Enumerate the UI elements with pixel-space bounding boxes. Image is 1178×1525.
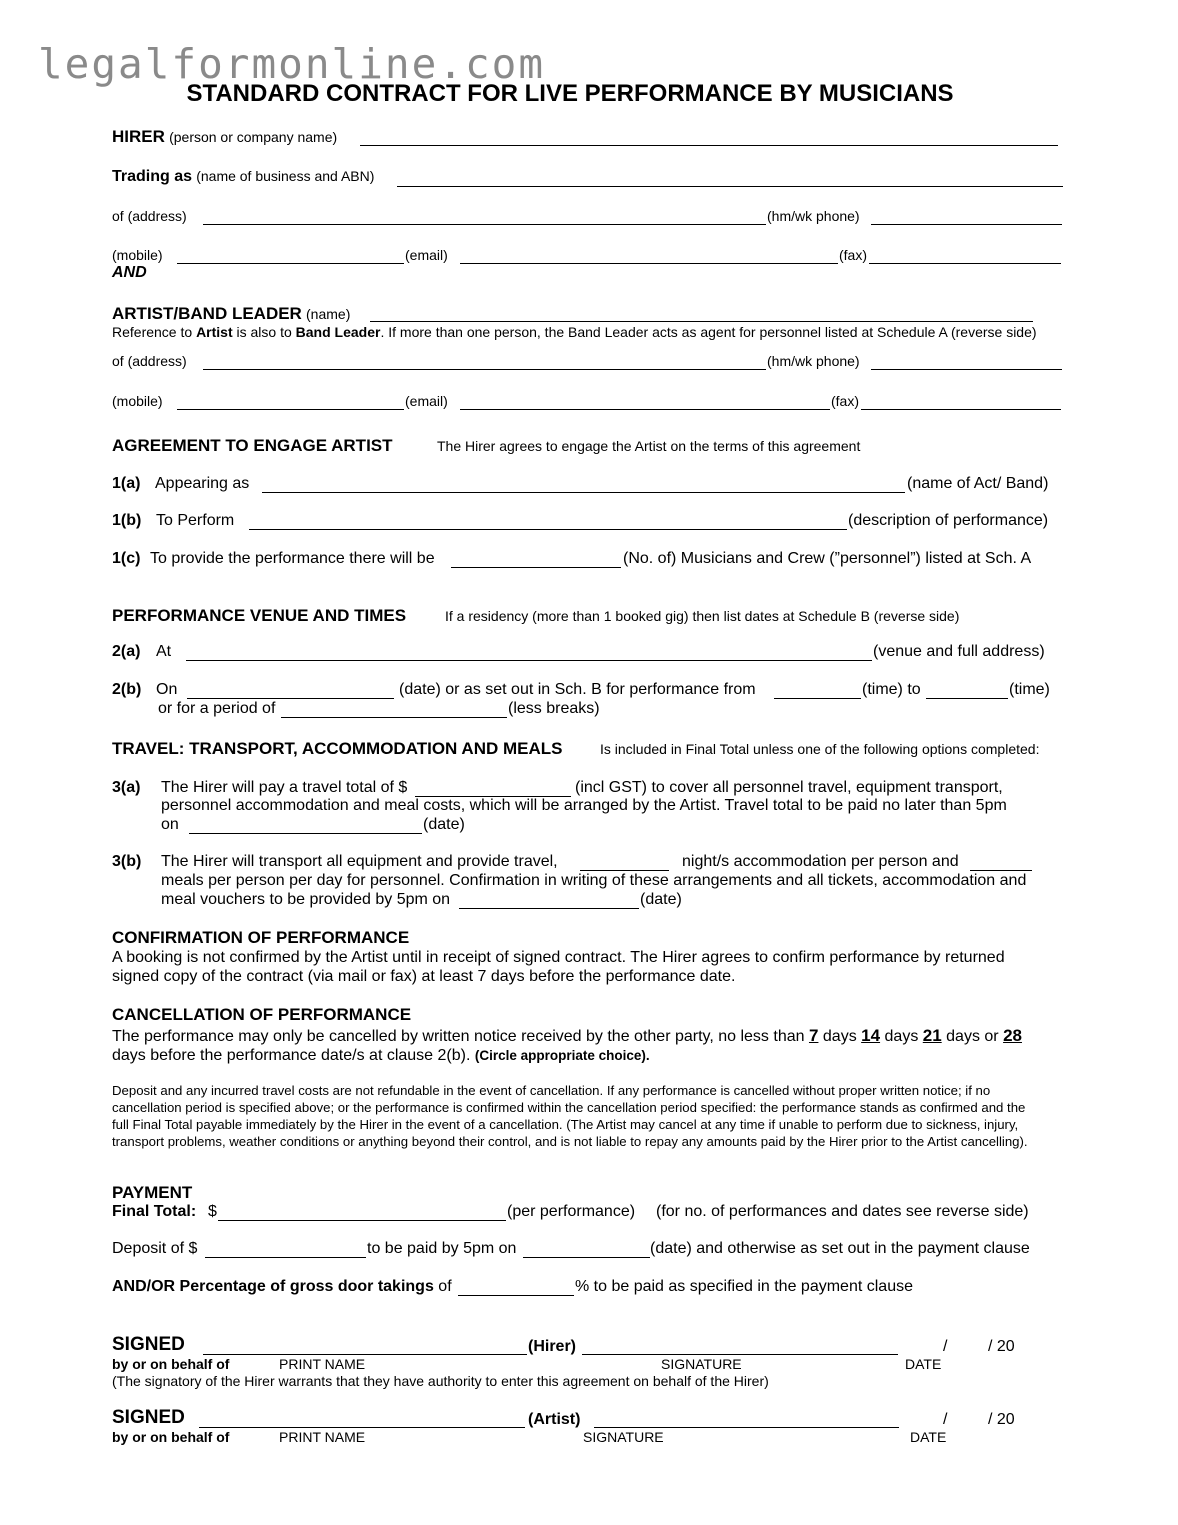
artist-date-slash: /	[943, 1411, 948, 1428]
cancellation-heading: CANCELLATION OF PERFORMANCE	[112, 1005, 412, 1024]
artist-email-label: (email)	[405, 393, 448, 409]
personnel-count-field[interactable]	[451, 553, 621, 568]
hirer-label-row	[112, 127, 337, 147]
hirer-warrant-note: (The signatory of the Hirer warrants that they have authority to enter this agreement on behalf of the Hirer)	[112, 1373, 769, 1389]
confirmation-text: A booking is not confirmed by the Artist until in receipt of signed contract. The Hirer agrees to confirm performance by returned signed copy of the contract (via mail or fax) at least 7 days before the performance date.	[112, 949, 1005, 985]
clause-3a-l2: personnel accommodation and meal costs, which will be arranged by the Artist. Travel total to be paid no later than 5pm	[161, 797, 1007, 814]
clause-3a-l1-post: (incl GST) to cover all personnel travel, equipment transport,	[575, 779, 1003, 796]
clause-1c-label: To provide the performance there will be	[150, 550, 435, 567]
circle-note: (Circle appropriate choice).	[474, 1048, 650, 1063]
artist-name-field[interactable]	[370, 307, 1033, 322]
hirer-mobile-field[interactable]	[177, 249, 404, 264]
artist-fax-label: (fax)	[831, 393, 859, 409]
artist-date-year: / 20	[988, 1411, 1015, 1428]
clause-3a-l1-pre: The Hirer will pay a travel total of $	[161, 779, 408, 796]
clause-3a-num: 3(a)	[112, 779, 141, 796]
hirer-phone-label: (hm/wk phone)	[767, 208, 860, 224]
final-total-suffix: (per performance)	[507, 1203, 636, 1220]
agreement-heading: AGREEMENT TO ENGAGE ARTIST	[112, 436, 393, 455]
artist-print-label: PRINT NAME	[279, 1429, 366, 1445]
final-total-dollar: $	[208, 1203, 217, 1220]
hirer-role-label: (Hirer)	[528, 1338, 577, 1355]
hirer-label-note: (person or company name)	[169, 129, 338, 145]
trading-note: (name of business and ABN)	[196, 168, 375, 184]
trading-label: Trading as	[112, 168, 193, 185]
clause-1b-num: 1(b)	[112, 512, 142, 529]
clause-3b-l3-pre: meal vouchers to be provided by 5pm on	[161, 891, 451, 908]
artist-signature-label: SIGNATURE	[583, 1429, 664, 1445]
deposit-suffix: (date) and otherwise as set out in the payment clause	[650, 1240, 1030, 1257]
travel-total-field[interactable]	[415, 782, 571, 797]
clause-3b-l2: meals per person per day for personnel. Confirmation in writing of these arrangements and all tickets, accommodation and	[161, 872, 1027, 889]
clause-3b-l1-pre: The Hirer will transport all equipment and provide travel,	[161, 853, 558, 870]
clause-3b-num: 3(b)	[112, 853, 142, 870]
hirer-signature-label: SIGNATURE	[661, 1356, 742, 1372]
deposit-date-field[interactable]	[523, 1243, 650, 1258]
artist-label-row	[112, 304, 350, 324]
artist-phone-label: (hm/wk phone)	[767, 353, 860, 369]
cancellation-line2: days before the performance date/s at clause 2(b). (Circle appropriate choice).	[112, 1047, 650, 1064]
percentage-row: AND/OR Percentage of gross door takings of	[112, 1278, 452, 1295]
venue-note: If a residency (more than 1 booked gig) then list dates at Schedule B (reverse side)	[445, 608, 960, 624]
and-label: AND	[112, 264, 147, 281]
hirer-address-field[interactable]	[203, 210, 766, 225]
travel-note: Is included in Final Total unless one of the following options completed:	[600, 741, 1040, 757]
percentage-field[interactable]	[458, 1281, 574, 1296]
percentage-label: AND/OR Percentage of gross door takings	[112, 1278, 434, 1295]
artist-fax-field[interactable]	[861, 395, 1061, 410]
deposit-mid: to be paid by 5pm on	[367, 1240, 517, 1257]
deposit-amount-field[interactable]	[205, 1243, 366, 1258]
clause-1a-suffix: (name of Act/ Band)	[907, 475, 1049, 492]
artist-email-field[interactable]	[460, 395, 830, 410]
clause-2b-breaks: (less breaks)	[508, 700, 600, 717]
artist-mobile-label: (mobile)	[112, 393, 163, 409]
clause-3a-l3-post: (date)	[423, 816, 465, 833]
artist-label-note: (name)	[306, 306, 351, 322]
hirer-email-field[interactable]	[460, 249, 838, 264]
performance-date-field[interactable]	[187, 684, 394, 699]
hirer-signature-field[interactable]	[582, 1340, 898, 1355]
venue-heading: PERFORMANCE VENUE AND TIMES	[112, 606, 407, 625]
clause-1b-label: To Perform	[156, 512, 235, 529]
option-21-days[interactable]: 21	[922, 1026, 942, 1045]
trading-field[interactable]	[397, 172, 1063, 187]
payment-heading: PAYMENT	[112, 1183, 193, 1202]
vouchers-date-field[interactable]	[459, 894, 639, 909]
clause-2b-date: (date) or as set out in Sch. B for performance from	[399, 681, 756, 698]
hirer-name-field[interactable]	[360, 131, 1058, 146]
hirer-behalf-label: by or on behalf of	[112, 1356, 230, 1372]
artist-mobile-field[interactable]	[177, 395, 404, 410]
hirer-print-label: PRINT NAME	[279, 1356, 366, 1372]
signed-hirer-label: SIGNED	[112, 1334, 185, 1355]
artist-print-name-field[interactable]	[199, 1413, 525, 1428]
hirer-address-label: of (address)	[112, 208, 187, 224]
nights-field[interactable]	[580, 856, 669, 871]
artist-date-label: DATE	[910, 1429, 947, 1445]
clause-1a-label: Appearing as	[155, 475, 250, 492]
artist-address-field[interactable]	[203, 355, 766, 370]
clause-1b-suffix: (description of performance)	[848, 512, 1049, 529]
hirer-phone-field[interactable]	[871, 210, 1062, 225]
venue-field[interactable]	[186, 646, 872, 661]
meals-field[interactable]	[970, 856, 1032, 871]
option-28-days[interactable]: 28	[1003, 1026, 1022, 1045]
end-time-field[interactable]	[926, 684, 1008, 699]
clause-2b-time1: (time) to	[862, 681, 921, 698]
agreement-note: The Hirer agrees to engage the Artist on the terms of this agreement	[437, 438, 861, 454]
artist-phone-field[interactable]	[871, 355, 1062, 370]
performance-description-field[interactable]	[249, 515, 847, 530]
page-title: STANDARD CONTRACT FOR LIVE PERFORMANCE BY MUSICIANS	[186, 80, 954, 107]
watermark: legalformonline.com	[38, 40, 545, 88]
deposit-label: Deposit of $	[112, 1240, 198, 1257]
option-7-days[interactable]: 7	[808, 1026, 819, 1045]
start-time-field[interactable]	[774, 684, 861, 699]
confirmation-heading: CONFIRMATION OF PERFORMANCE	[112, 928, 410, 947]
artist-address-label: of (address)	[112, 353, 187, 369]
cancellation-line1: The performance may only be cancelled by written notice received by the other party, no less than 7 days 14 days 21 days or 28	[112, 1026, 1022, 1045]
hirer-date-label: DATE	[905, 1356, 942, 1372]
artist-behalf-label: by or on behalf of	[112, 1429, 230, 1445]
signed-artist-label: SIGNED	[112, 1407, 185, 1428]
clause-2b-num: 2(b)	[112, 681, 142, 698]
hirer-email-label: (email)	[405, 247, 448, 263]
hirer-label: HIRER	[112, 127, 165, 146]
clause-3b-l1-mid: night/s accommodation per person and	[682, 853, 959, 870]
travel-heading: TRAVEL: TRANSPORT, ACCOMMODATION AND MEALS	[112, 739, 563, 758]
percentage-suffix: % to be paid as specified in the payment clause	[575, 1278, 913, 1295]
trading-label-row	[112, 168, 374, 186]
hirer-date-year: / 20	[988, 1338, 1015, 1355]
artist-label: ARTIST/BAND LEADER	[112, 304, 302, 323]
hirer-date-slash: /	[943, 1338, 948, 1355]
final-total-label: Final Total:	[112, 1203, 197, 1220]
final-total-field[interactable]	[218, 1206, 506, 1221]
artist-role-label: (Artist)	[528, 1411, 581, 1428]
clause-2a-label: At	[156, 643, 172, 660]
clause-2b-time2: (time)	[1009, 681, 1050, 698]
hirer-mobile-label: (mobile)	[112, 247, 163, 263]
period-field[interactable]	[281, 703, 507, 718]
artist-note: Reference to Artist is also to Band Leader. If more than one person, the Band Leader acts as agent for personnel listed at Schedule A (reverse side)	[112, 324, 1037, 340]
clause-1a-num: 1(a)	[112, 475, 141, 492]
clause-1c-suffix: (No. of) Musicians and Crew (”personnel”) listed at Sch. A	[623, 550, 1032, 567]
clause-2b-period: or for a period of	[158, 700, 276, 717]
clause-3b-l3-post: (date)	[640, 891, 682, 908]
hirer-fax-label: (fax)	[839, 247, 867, 263]
clause-2b-on: On	[156, 681, 178, 698]
clause-2a-num: 2(a)	[112, 643, 141, 660]
option-14-days[interactable]: 14	[861, 1026, 881, 1045]
clause-2a-suffix: (venue and full address)	[873, 643, 1045, 660]
clause-1c-num: 1(c)	[112, 550, 141, 567]
clause-3a-l3-pre: on	[161, 816, 179, 833]
cancellation-detail: Deposit and any incurred travel costs are not refundable in the event of cancellation. If any performance is cancelled without proper written notice; if no cancellation period is specified above; or the performance is confirmed within the cancellation period specified: the performance stands as confirmed and the full Final Total payable immediately by the Hirer in the event of a cancellation. (The Artist may cancel at any time if unable to perform due to sickness, injury, transport problems, weather conditions or anything beyond their control, and is not liable to repay any amounts paid by the Hirer prior to the Artist cancelling).	[112, 1083, 1028, 1149]
hirer-fax-field[interactable]	[869, 249, 1061, 264]
artist-signature-field[interactable]	[594, 1413, 899, 1428]
final-total-note: (for no. of performances and dates see reverse side)	[656, 1203, 1029, 1220]
hirer-print-name-field[interactable]	[203, 1340, 527, 1355]
act-name-field[interactable]	[262, 478, 905, 493]
travel-payment-date-field[interactable]	[189, 819, 422, 834]
